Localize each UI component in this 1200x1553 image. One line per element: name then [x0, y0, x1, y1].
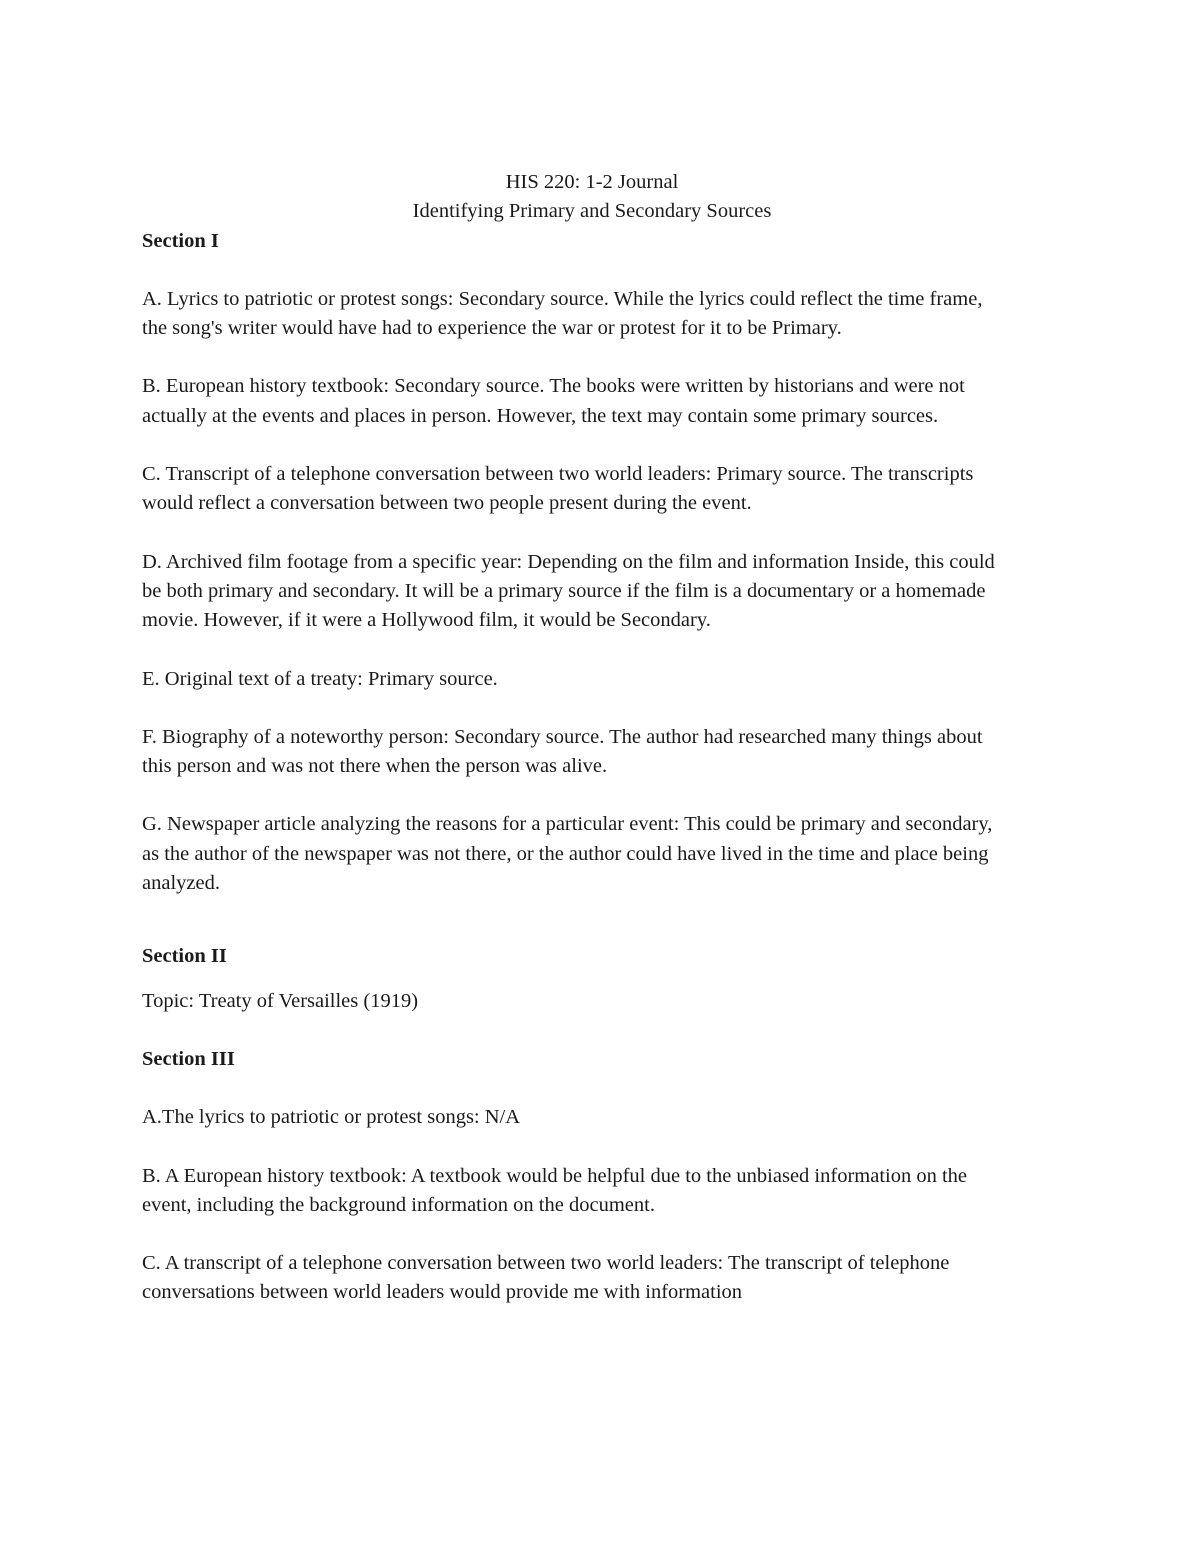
section-1-item-f: F. Biography of a noteworthy person: Secondary source. The author had researched many things about this person and was not there when the person was alive.: [142, 725, 983, 778]
section-2-heading: Section II: [142, 945, 227, 968]
section-1-item-e: E. Original text of a treaty: Primary source.: [142, 667, 498, 690]
document-title: HIS 220: 1-2 Journal: [505, 171, 679, 193]
section-1-item-g: G. Newspaper article analyzing the reasons for a particular event: This could be primary and secondary, as the author of the newspaper was not there, or the author could have lived in the time and place being analyzed.: [142, 813, 993, 895]
section-1-item-d: D. Archived film footage from a specific year: Depending on the film and information Inside, this could be both primary and secondary. It will be a primary source if the film is a documentary or a homemade movie. However, if it were a Hollywood film, it would be Secondary.: [142, 550, 995, 632]
section-2-topic: Topic: Treaty of Versailles (1919): [142, 989, 419, 1012]
section-3-item-b: B. A European history textbook: A textbook would be helpful due to the unbiased information on the event, including the background information on the document.: [142, 1164, 968, 1216]
section-3-heading: Section III: [142, 1047, 235, 1070]
section-1-item-b: B. European history textbook: Secondary source. The books were written by historians and were not actually at the events and places in person. However, the text may contain some primary sources.: [142, 375, 965, 427]
section-1-item-c: C. Transcript of a telephone conversation between two world leaders: Primary source. The transcripts would reflect a conversation between two people present during the event.: [142, 463, 974, 515]
document-subtitle: Identifying Primary and Secondary Sources: [412, 200, 772, 223]
section-1-item-a: A. Lyrics to patriotic or protest songs: Secondary source. While the lyrics could reflect the time frame, the song's writer would have had to experience the war or protest for it to be Primary.: [142, 287, 983, 340]
section-3-item-a: A.The lyrics to patriotic or protest songs: N/A: [142, 1106, 521, 1129]
section-3-item-c: C. A transcript of a telephone conversation between two world leaders: The transcript of telephone conversations between world leaders would provide me with information: [142, 1252, 950, 1304]
document-body: [142, 168, 1012, 1308]
section-1-heading: Section I: [142, 229, 219, 252]
